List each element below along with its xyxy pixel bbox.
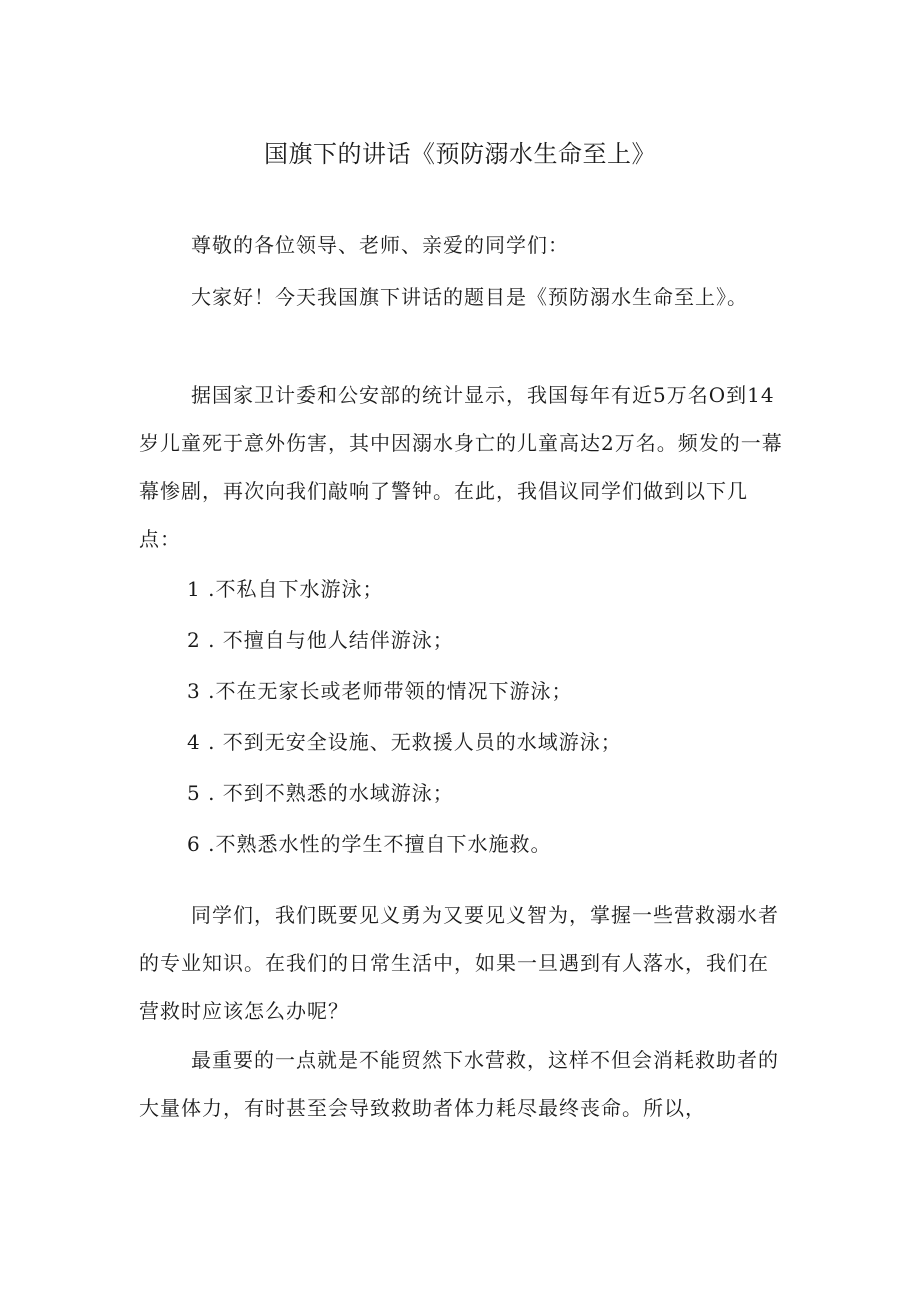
paragraph-rescue-advice: 最重要的一点就是不能贸然下水营救，这样不但会消耗救助者的大量体力，有时甚至会导致救助者体力耗尽最终丧命。所以， — [139, 1048, 779, 1120]
paragraph-statistics: 据国家卫计委和公安部的统计显示，我国每年有近5万名O到14岁儿童死于意外伤害，其中因溺水身亡的儿童高达2万名。频发的一幕幕惨剧，再次向我们敲响了警钟。在此，我倡议同学们做到以下几点： — [139, 383, 783, 551]
list-item: 1 .不私自下水游泳； — [187, 577, 384, 601]
list-item: 4 . 不到无安全设施、无救援人员的水域游泳； — [187, 730, 622, 754]
proposal-list — [139, 569, 789, 875]
list-item: 6 .不熟悉水性的学生不擅自下水施救。 — [187, 832, 552, 856]
rescue-advice-section — [139, 1036, 789, 1132]
statistics-section — [139, 371, 789, 563]
paragraph-intro: 大家好！今天我国旗下讲话的题目是《预防溺水生命至上》。 — [191, 285, 748, 309]
rescue-knowledge-section — [139, 891, 789, 1035]
list-item: 3 .不在无家长或老师带领的情况下游泳； — [187, 679, 573, 703]
greeting-line: 尊敬的各位领导、老师、亲爱的同学们： — [191, 233, 569, 257]
list-item: 5 . 不到不熟悉的水域游泳； — [187, 781, 454, 805]
greeting-section — [139, 225, 789, 265]
document-title: 国旗下的讲话《预防溺水生命至上》 — [264, 140, 656, 168]
list-item: 2 . 不擅自与他人结伴游泳； — [187, 628, 454, 652]
paragraph-rescue-knowledge: 同学们，我们既要见义勇为又要见义智为，掌握一些营救溺水者的专业知识。在我们的日常生活中，如果一旦遇到有人落水，我们在营救时应该怎么办呢？ — [139, 903, 779, 1023]
intro-section — [139, 273, 789, 321]
